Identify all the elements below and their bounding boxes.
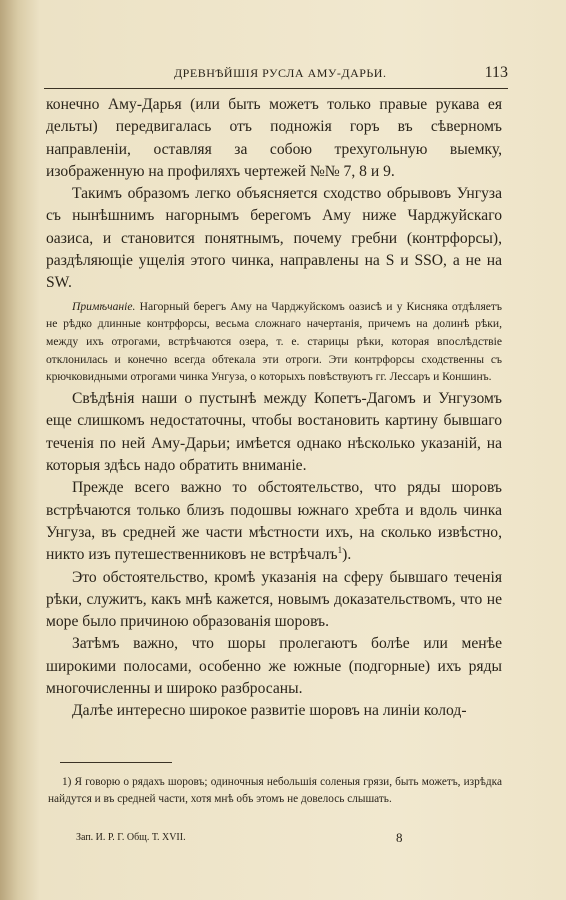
paragraph-evidence: Это обстоятельство, кромѣ указанія на сферу бывшаго теченія рѣки, служитъ, какъ мнѣ кажется, новымъ доказательствомъ, что не море было причиною образованія шоровъ.	[46, 568, 502, 631]
paragraph-continuation: конечно Аму-Дарья (или быть можетъ только правые рукава ея дельты) передвигалась отъ подножія горъ въ сѣверномъ направленіи, оставляя за собою трехугольную выемку, изображенную на профиляхъ чертежей №№ 7, 8 и 9.	[46, 96, 502, 180]
paragraph-shor-rows	[46, 477, 502, 566]
sheet-mark: 8	[396, 830, 403, 845]
paragraph-desert-info: Свѣдѣнія наши о пустынѣ между Копетъ-Дагомъ и Унгузомъ еще слишкомъ недостаточны, чтобы востановить картину бывшаго теченія по ней Аму-Дарьи; имѣется однако нѣсколько указаній, на которыя здѣсь надо обратить вниманіе.	[46, 390, 502, 475]
paragraph-ungyz-cliffs: Такимъ образомъ легко объясняется сходство обрывовъ Унгуза съ нынѣшнимъ нагорнымъ берегомъ Аму ниже Чарджуйскаго оазиса, и становится понятнымъ, почему гребни (контрфорсы), раздѣляющіе ущелія этого чинка, направлены на S и SSO, а не на SW.	[46, 185, 502, 292]
footer-signature: Зап. И. Р. Г. Общ. Т. XVII.	[76, 832, 186, 843]
paragraph-wide-bands: Затѣмъ важно, что шоры пролегаютъ болѣе или менѣе широкими полосами, особенно же южные (подгорные) ихъ ряды многочисленны и широко разбросаны.	[46, 635, 502, 698]
page-footer	[76, 832, 436, 848]
note-paragraph	[46, 298, 502, 387]
note-label: Примѣчаніе.	[72, 299, 136, 313]
footnote-reference: 1	[337, 545, 343, 556]
page-body	[46, 94, 502, 723]
footnote-rule	[60, 762, 172, 763]
paragraph-shor-rows-text: Прежде всего важно то обстоятельство, что ряды шоровъ встрѣчаются только близъ подошвы южнаго хребта и вдоль чинка Унгуза, въ средней же части мѣстности ихъ, на сколько извѣстно, никто изъ путешественниковъ не встрѣчалъ	[46, 479, 502, 564]
paragraph-wells-line: Далѣе интересно широкое развитіе шоровъ на линіи колод-	[72, 702, 467, 720]
note-text: Нагорный берегъ Аму на Чарджуйскомъ оазисѣ и у Кисняка отдѣляетъ не рѣдко длинные контрфорсы, весьма сложнаго начертанія, причемъ на долинѣ рѣки, между ихъ отрогами, встрѣчаются озера, т. е. старицы рѣки, которая впослѣдствіе отклонилась и конечно всегда обтекала эти отроги. Эти контрфорсы сходственны съ крючковидными отрогами чинка Унгуза, о которыхъ повѣствуютъ гг. Лессаръ и Коншинъ.	[46, 299, 502, 384]
footnote: 1) Я говорю о рядахъ шоровъ; одиночныя небольшія соленыя грязи, быть можетъ, изрѣдка найдутся и въ средней части, хотя мнѣ объ этомъ не довелось слышать.	[48, 776, 502, 805]
running-title: ДРЕВНѢЙШІЯ РУСЛА АМУ-ДАРЬИ.	[174, 66, 387, 80]
header-rule	[44, 88, 508, 89]
footnote-reference-tail: ).	[342, 546, 352, 564]
page-number: 113	[484, 64, 508, 81]
page-header	[60, 64, 508, 86]
